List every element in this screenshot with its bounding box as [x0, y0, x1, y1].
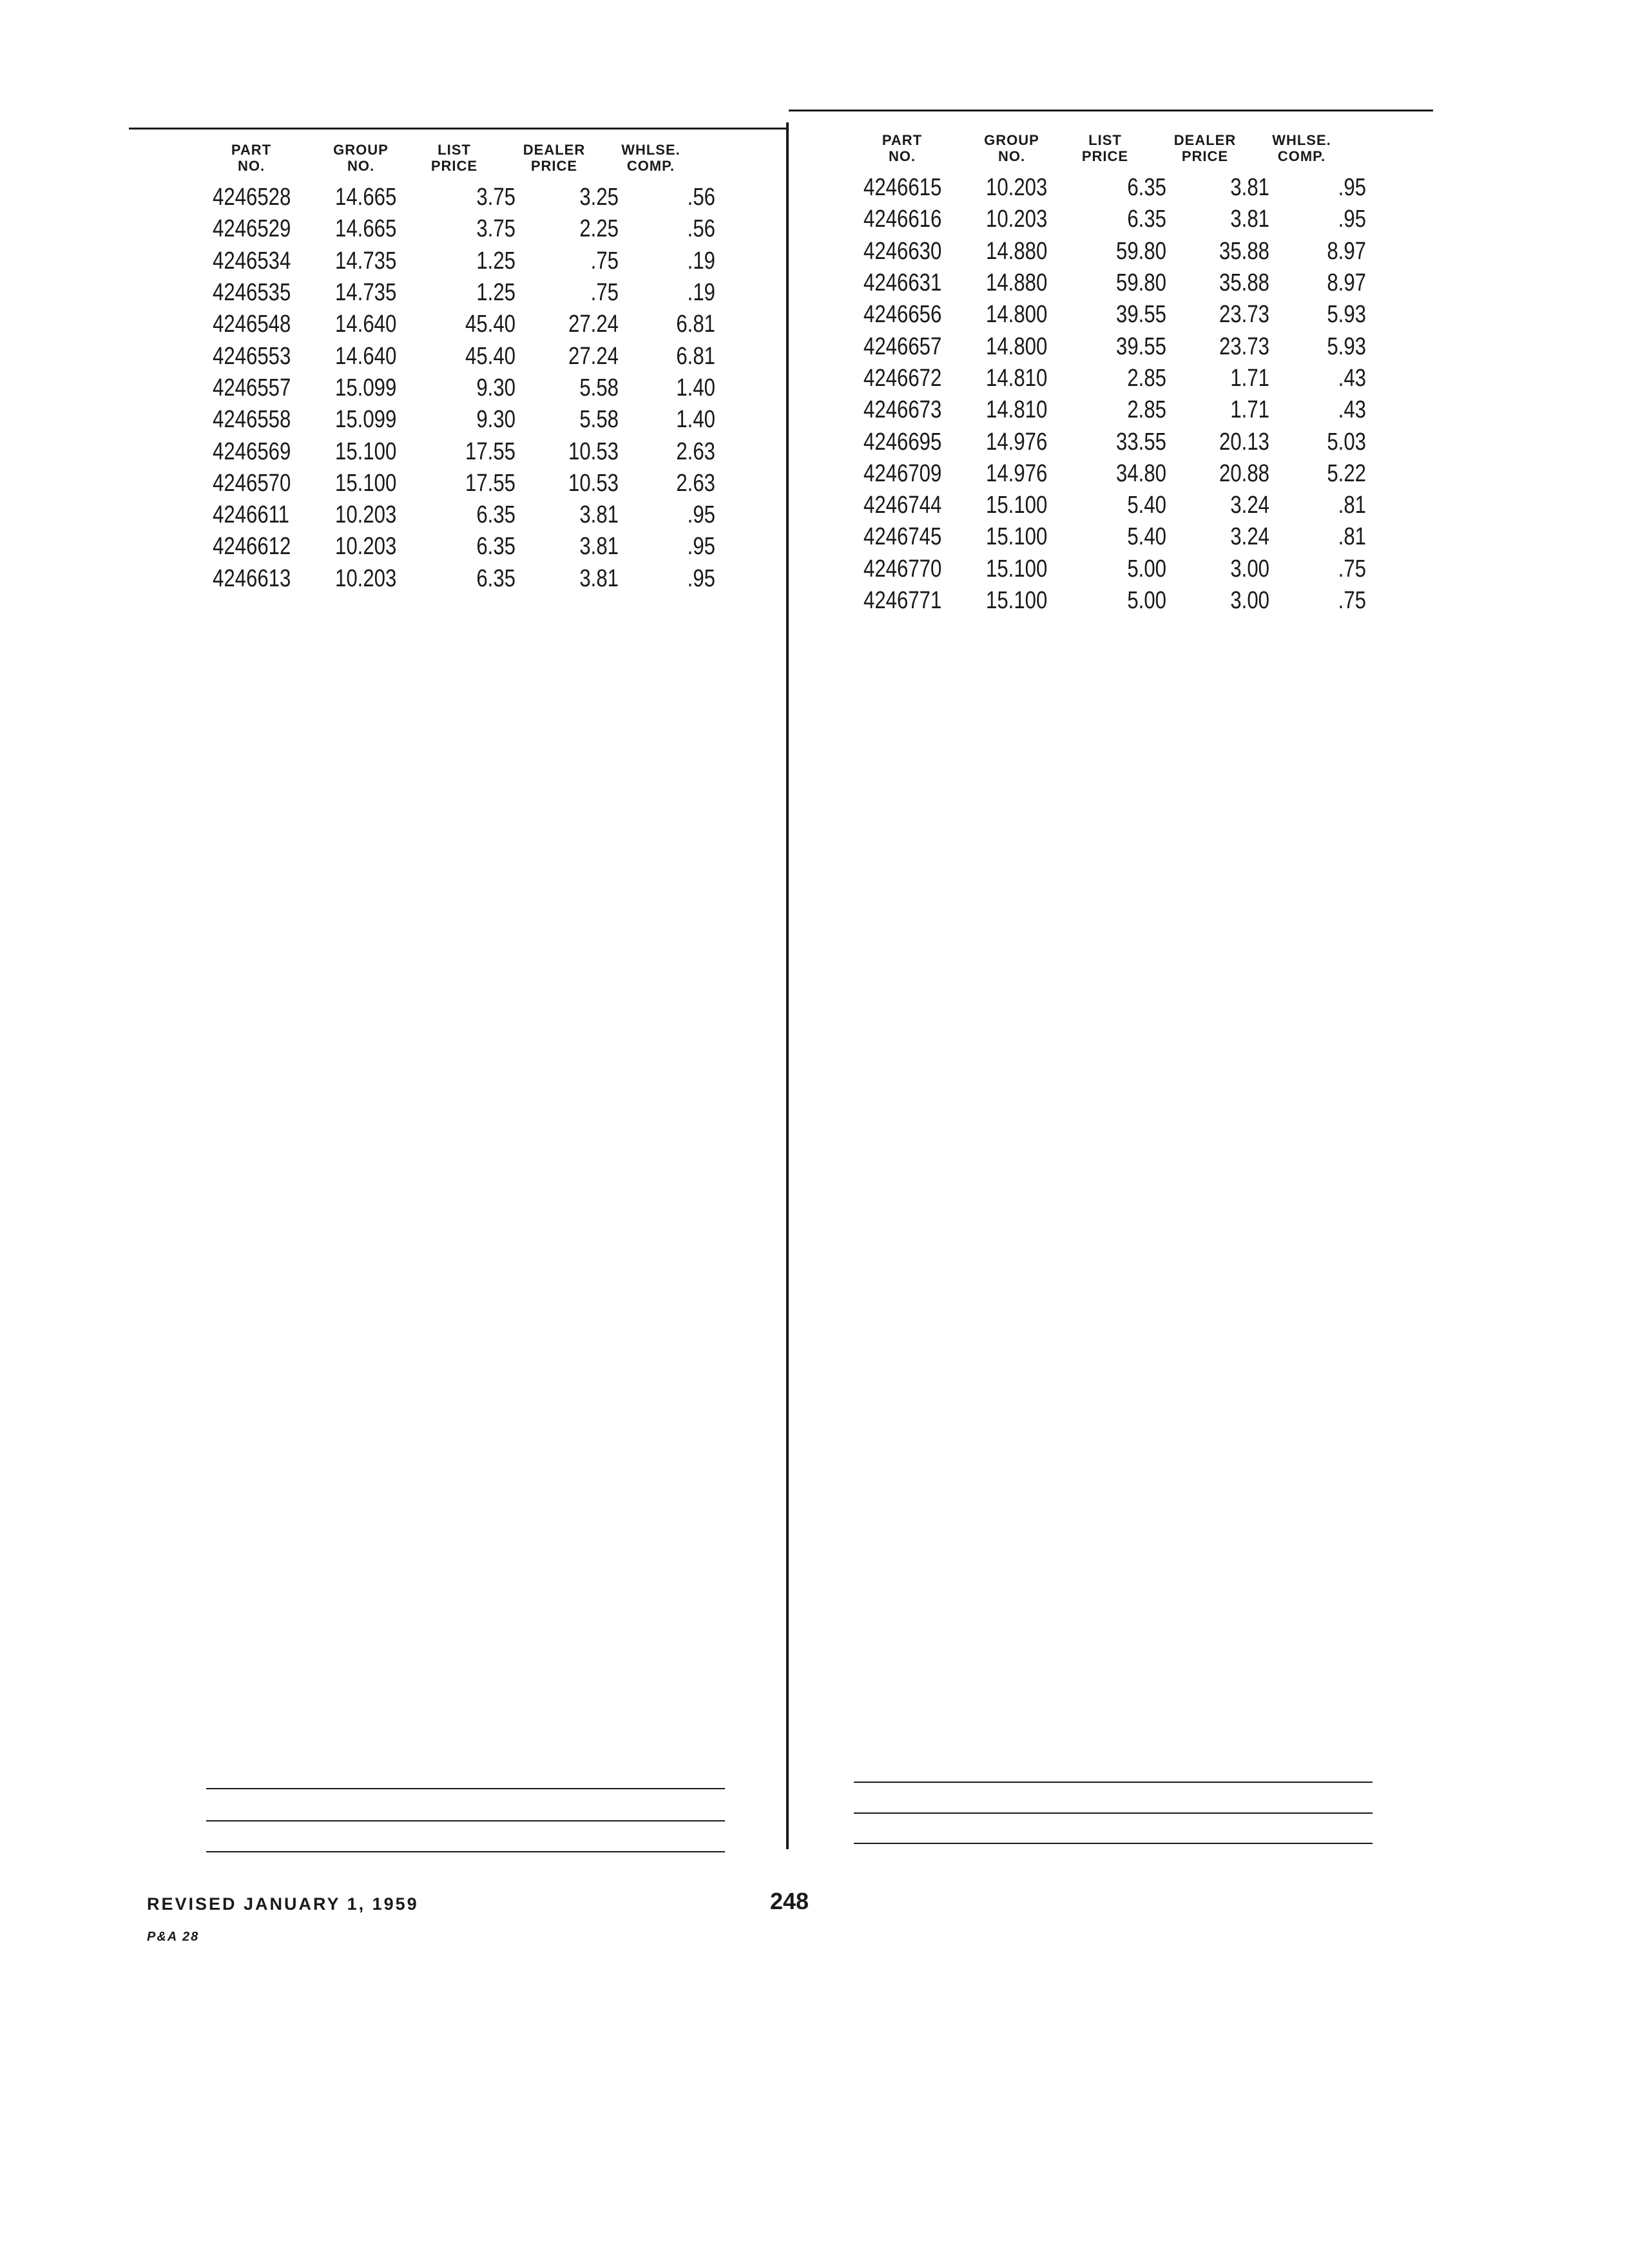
whlse-comp-cell: .56 [687, 215, 715, 243]
part-no-cell: 4246745 [863, 523, 942, 551]
part-no-cell: 4246611 [213, 501, 290, 529]
part-no-cell: 4246615 [863, 174, 942, 202]
header-part-no: PART NO. [882, 132, 923, 164]
group-no-cell: 15.099 [335, 406, 397, 434]
table-row [863, 394, 1366, 426]
dealer-price-cell: 10.53 [568, 469, 619, 497]
top-rule-left [129, 128, 786, 130]
whlse-comp-cell: .56 [687, 184, 715, 211]
whlse-comp-cell: .95 [1338, 174, 1366, 202]
group-no-cell: 14.810 [986, 396, 1048, 424]
whlse-comp-cell: .43 [1338, 396, 1366, 424]
list-price-cell: 5.40 [1127, 523, 1166, 551]
list-price-cell: 5.00 [1127, 555, 1166, 582]
part-no-cell: 4246673 [863, 396, 942, 424]
group-no-cell: 14.880 [986, 269, 1048, 297]
group-no-cell: 10.203 [335, 564, 397, 592]
blank-rule-left-1 [206, 1788, 725, 1789]
table-row [213, 277, 715, 309]
part-no-cell: 4246631 [863, 269, 942, 297]
group-no-cell: 14.880 [986, 237, 1048, 265]
left-table-header [213, 142, 715, 180]
blank-rule-right-1 [854, 1782, 1373, 1783]
whlse-comp-cell: .95 [1338, 206, 1366, 233]
table-row [213, 499, 715, 531]
whlse-comp-cell: 2.63 [676, 469, 715, 497]
blank-rule-left-3 [206, 1851, 725, 1852]
whlse-comp-cell: .81 [1338, 523, 1366, 551]
table-row [863, 204, 1366, 235]
table-row [213, 340, 715, 372]
whlse-comp-cell: 1.40 [676, 406, 715, 434]
part-no-cell: 4246548 [213, 311, 291, 338]
right-price-table [863, 132, 1366, 617]
dealer-price-cell: 3.00 [1230, 587, 1269, 614]
list-price-cell: 6.35 [476, 564, 516, 592]
revised-date: REVISED JANUARY 1, 1959 [147, 1894, 419, 1914]
whlse-comp-cell: .75 [1338, 555, 1366, 582]
group-no-cell: 14.735 [335, 279, 397, 307]
whlse-comp-cell: 8.97 [1327, 269, 1366, 297]
whlse-comp-cell: .95 [687, 564, 715, 592]
dealer-price-cell: 5.58 [579, 406, 619, 434]
dealer-price-cell: 27.24 [568, 311, 619, 338]
list-price-cell: 3.75 [476, 184, 516, 211]
list-price-cell: 2.85 [1127, 364, 1166, 392]
part-no-cell: 4246771 [863, 587, 942, 614]
group-no-cell: 14.640 [335, 342, 397, 370]
dealer-price-cell: 35.88 [1219, 269, 1269, 297]
list-price-cell: 2.85 [1127, 396, 1166, 424]
part-no-cell: 4246744 [863, 492, 942, 519]
whlse-comp-cell: 5.93 [1327, 332, 1366, 360]
dealer-price-cell: 3.81 [579, 533, 619, 561]
header-part-no: PART NO. [231, 142, 272, 174]
dealer-price-cell: .75 [590, 247, 619, 274]
whlse-comp-cell: 5.03 [1327, 428, 1366, 456]
list-price-cell: 1.25 [476, 279, 516, 307]
whlse-comp-cell: 5.22 [1327, 459, 1366, 487]
list-price-cell: 34.80 [1116, 459, 1166, 487]
table-row [863, 363, 1366, 394]
list-price-cell: 17.55 [465, 469, 516, 497]
dealer-price-cell: 3.24 [1230, 523, 1269, 551]
dealer-price-cell: 23.73 [1219, 301, 1269, 329]
dealer-price-cell: 20.88 [1219, 459, 1269, 487]
part-no-cell: 4246535 [213, 279, 291, 307]
blank-rule-right-2 [854, 1812, 1373, 1814]
list-price-cell: 6.35 [476, 501, 516, 529]
dealer-price-cell: .75 [590, 279, 619, 307]
dealer-price-cell: 20.13 [1219, 428, 1269, 456]
table-row [863, 267, 1366, 299]
header-whlse-comp: WHLSE. COMP. [1272, 132, 1331, 164]
list-price-cell: 33.55 [1116, 428, 1166, 456]
part-no-cell: 4246612 [213, 533, 291, 561]
dealer-price-cell: 3.81 [579, 501, 619, 529]
table-row [213, 309, 715, 340]
table-row [863, 585, 1366, 617]
table-row [863, 521, 1366, 553]
dealer-price-cell: 1.71 [1230, 364, 1269, 392]
list-price-cell: 45.40 [465, 342, 516, 370]
table-row [213, 436, 715, 467]
group-no-cell: 14.800 [986, 332, 1048, 360]
group-no-cell: 15.100 [986, 523, 1048, 551]
left-table-rows [213, 182, 715, 595]
group-no-cell: 14.735 [335, 247, 397, 274]
list-price-cell: 39.55 [1116, 332, 1166, 360]
header-list-price: LIST PRICE [1081, 132, 1129, 164]
part-no-cell: 4246569 [213, 437, 291, 465]
group-no-cell: 14.665 [335, 215, 397, 243]
whlse-comp-cell: 6.81 [676, 311, 715, 338]
whlse-comp-cell: 2.63 [676, 437, 715, 465]
dealer-price-cell: 23.73 [1219, 332, 1269, 360]
table-row [213, 372, 715, 404]
list-price-cell: 45.40 [465, 311, 516, 338]
part-no-cell: 4246770 [863, 555, 942, 582]
part-no-cell: 4246613 [213, 564, 291, 592]
header-group-no: GROUP NO. [333, 142, 389, 174]
table-row [213, 468, 715, 499]
table-row [213, 245, 715, 277]
part-no-cell: 4246558 [213, 406, 291, 434]
list-price-cell: 59.80 [1116, 269, 1166, 297]
whlse-comp-cell: 1.40 [676, 374, 715, 401]
whlse-comp-cell: .19 [687, 279, 715, 307]
group-no-cell: 14.800 [986, 301, 1048, 329]
left-price-table [213, 142, 715, 595]
part-no-cell: 4246616 [863, 206, 942, 233]
part-no-cell: 4246529 [213, 215, 291, 243]
whlse-comp-cell: 6.81 [676, 342, 715, 370]
whlse-comp-cell: 8.97 [1327, 237, 1366, 265]
list-price-cell: 6.35 [1127, 174, 1166, 202]
group-no-cell: 10.203 [986, 206, 1048, 233]
group-no-cell: 14.976 [986, 428, 1048, 456]
dealer-price-cell: 35.88 [1219, 237, 1269, 265]
dealer-price-cell: 10.53 [568, 437, 619, 465]
list-price-cell: 1.25 [476, 247, 516, 274]
column-divider [786, 122, 789, 1849]
dealer-price-cell: 3.81 [579, 564, 619, 592]
part-no-cell: 4246657 [863, 332, 942, 360]
table-row [213, 404, 715, 436]
form-code: P&A 28 [147, 1930, 200, 1944]
whlse-comp-cell: 5.93 [1327, 301, 1366, 329]
group-no-cell: 15.100 [335, 469, 397, 497]
group-no-cell: 10.203 [335, 501, 397, 529]
list-price-cell: 6.35 [476, 533, 516, 561]
dealer-price-cell: 1.71 [1230, 396, 1269, 424]
table-row [213, 531, 715, 562]
group-no-cell: 15.099 [335, 374, 397, 401]
table-row [213, 213, 715, 245]
part-no-cell: 4246534 [213, 247, 291, 274]
list-price-cell: 17.55 [465, 437, 516, 465]
group-no-cell: 15.100 [986, 587, 1048, 614]
dealer-price-cell: 3.81 [1230, 206, 1269, 233]
list-price-cell: 9.30 [476, 374, 516, 401]
list-price-cell: 6.35 [1127, 206, 1166, 233]
list-price-cell: 5.40 [1127, 492, 1166, 519]
part-no-cell: 4246528 [213, 184, 291, 211]
whlse-comp-cell: .81 [1338, 492, 1366, 519]
list-price-cell: 3.75 [476, 215, 516, 243]
header-list-price: LIST PRICE [430, 142, 478, 174]
table-row [863, 299, 1366, 331]
dealer-price-cell: 3.25 [579, 184, 619, 211]
table-row [863, 458, 1366, 490]
right-table-rows [863, 172, 1366, 617]
group-no-cell: 15.100 [986, 492, 1048, 519]
header-dealer-price: DEALER PRICE [1173, 132, 1237, 164]
dealer-price-cell: 3.81 [1230, 174, 1269, 202]
part-no-cell: 4246553 [213, 342, 291, 370]
group-no-cell: 10.203 [335, 533, 397, 561]
table-row [863, 426, 1366, 457]
table-row [213, 182, 715, 213]
table-row [213, 563, 715, 595]
list-price-cell: 39.55 [1116, 301, 1166, 329]
part-no-cell: 4246672 [863, 364, 942, 392]
dealer-price-cell: 2.25 [579, 215, 619, 243]
header-dealer-price: DEALER PRICE [523, 142, 586, 174]
group-no-cell: 14.665 [335, 184, 397, 211]
table-row [863, 553, 1366, 585]
group-no-cell: 14.810 [986, 364, 1048, 392]
group-no-cell: 15.100 [335, 437, 397, 465]
blank-rule-right-3 [854, 1843, 1373, 1844]
part-no-cell: 4246695 [863, 428, 942, 456]
table-row [863, 172, 1366, 204]
dealer-price-cell: 3.00 [1230, 555, 1269, 582]
part-no-cell: 4246630 [863, 237, 942, 265]
list-price-cell: 59.80 [1116, 237, 1166, 265]
dealer-price-cell: 3.24 [1230, 492, 1269, 519]
list-price-cell: 5.00 [1127, 587, 1166, 614]
whlse-comp-cell: .75 [1338, 587, 1366, 614]
whlse-comp-cell: .43 [1338, 364, 1366, 392]
header-group-no: GROUP NO. [984, 132, 1039, 164]
whlse-comp-cell: .95 [687, 533, 715, 561]
whlse-comp-cell: .95 [687, 501, 715, 529]
group-no-cell: 10.203 [986, 174, 1048, 202]
right-table-header [863, 132, 1366, 171]
page-number: 248 [770, 1888, 809, 1914]
group-no-cell: 15.100 [986, 555, 1048, 582]
table-row [863, 331, 1366, 362]
part-no-cell: 4246570 [213, 469, 291, 497]
group-no-cell: 14.640 [335, 311, 397, 338]
dealer-price-cell: 27.24 [568, 342, 619, 370]
part-no-cell: 4246709 [863, 459, 942, 487]
whlse-comp-cell: .19 [687, 247, 715, 274]
table-row [863, 236, 1366, 267]
header-whlse-comp: WHLSE. COMP. [621, 142, 680, 174]
table-row [863, 490, 1366, 521]
part-no-cell: 4246557 [213, 374, 291, 401]
part-no-cell: 4246656 [863, 301, 942, 329]
top-rule-right [789, 110, 1433, 111]
list-price-cell: 9.30 [476, 406, 516, 434]
group-no-cell: 14.976 [986, 459, 1048, 487]
dealer-price-cell: 5.58 [579, 374, 619, 401]
blank-rule-left-2 [206, 1820, 725, 1821]
